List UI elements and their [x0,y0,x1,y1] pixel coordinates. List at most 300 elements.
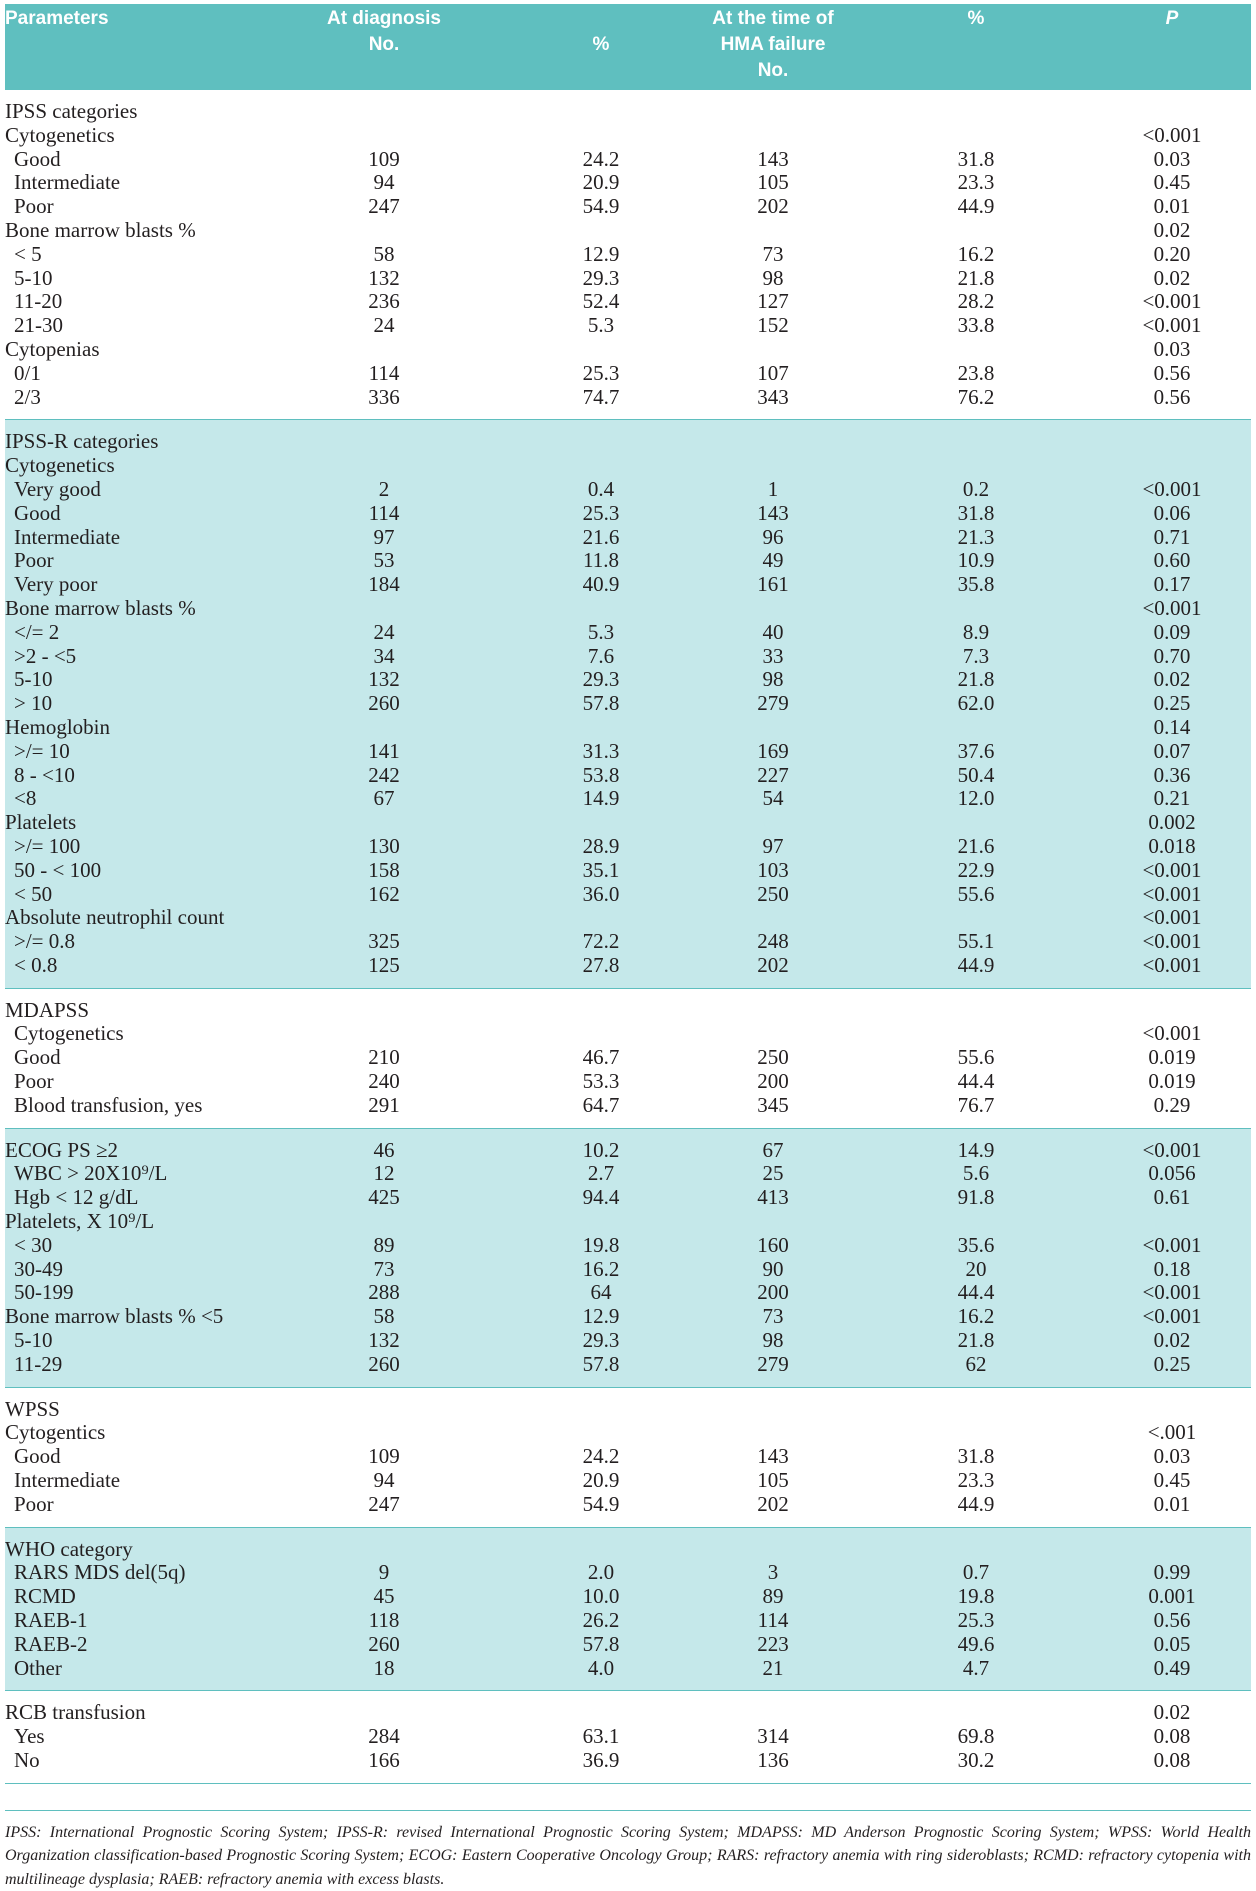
cell-hma-count: 96 [687,526,859,550]
footnote: IPSS: International Prognostic Scoring System; IPSS-R: revised International Prognostic Scoring System; MDAPSS: MD Anderson Prognostic Scoring System; WPSS: World Health Organization classification-based Prognostic Scoring System; ECOG: Eastern Cooperative Oncology Group; RARS: refractory anemia with ring sideroblasts; RCMD: refractory cytopenia with multilineage dysplasia; RAEB: refractory anemia with excess blasts. [5,1810,1251,1891]
cell-dx-percent: 74.7 [582,384,620,409]
table-row [5,338,1251,362]
cell-dx-percent: 21.6 [515,526,687,550]
cell-parameter: >/= 10 [5,740,253,764]
cell-hma-percent: 21.8 [859,668,1093,692]
header-percent-diagnosis: % [515,4,687,90]
cell-hma-count [687,454,859,478]
header-percent-hma: % [859,4,1093,90]
cell-hma-count: 49 [687,549,859,573]
table-section [5,1387,1251,1527]
cell-dx-percent: 12.9 [582,241,620,266]
cell-hma-count [687,716,859,740]
cell-p-value: 0.45 [1153,170,1191,195]
header-parameters: Parameters [5,4,253,90]
cell-hma-percent [859,1691,1093,1725]
cell-dx-percent: 7.6 [515,645,687,669]
cell-p-value: 0.29 [1153,1092,1191,1117]
cell-dx-count: 94 [373,1468,395,1493]
cell-dx-count: 291 [368,1092,400,1117]
cell-hma-count [687,1210,859,1234]
table-row [5,621,1251,645]
cell-hma-count: 98 [762,265,784,290]
cell-hma-percent: 21.8 [957,265,995,290]
section-spacer [5,978,1251,989]
cell-hma-count [687,338,859,362]
cell-parameter: Absolute neutrophil count [5,906,253,930]
spacer-cell [253,1773,515,1784]
cell-dx-percent: 2.7 [515,1162,687,1186]
cell-hma-percent [859,811,1093,835]
cell-hma-count: 169 [687,740,859,764]
cell-p-value: <.001 [1147,1420,1197,1445]
cell-hma-percent [859,1421,1093,1445]
cell-hma-count: 279 [687,692,859,716]
cell-hma-count [687,1387,859,1421]
cell-hma-count [687,988,859,1022]
cell-parameter: Hgb < 12 g/dL [5,1186,253,1210]
cell-hma-count [687,1022,859,1046]
cell-hma-percent: 23.3 [957,170,995,195]
cell-parameter: RAEB-2 [5,1633,253,1657]
cell-parameter: Intermediate [5,526,253,550]
cell-parameter: Very good [5,478,253,502]
cell-parameter: Yes [14,1724,45,1749]
cell-dx-percent: 94.4 [515,1186,687,1210]
cell-hma-percent: 31.8 [957,1444,995,1469]
spacer-cell [515,1377,687,1388]
spacer-cell [5,1680,253,1691]
cell-parameter: 2/3 [14,384,41,409]
cell-parameter: No [14,1748,40,1772]
cell-dx-count: 109 [368,1444,400,1469]
cell-hma-percent: 8.9 [859,621,1093,645]
cell-dx-count [253,338,515,362]
cell-dx-count [253,597,515,621]
cell-p-value: 0.08 [1153,1724,1191,1749]
cell-parameter: Good [14,1045,61,1070]
cell-p-value: <0.001 [1093,1305,1251,1329]
cell-dx-percent [515,1387,687,1421]
cell-parameter: Good [14,1444,61,1469]
spacer-cell [1093,978,1251,989]
cell-p-value: 0.03 [1153,336,1191,361]
cell-dx-percent: 5.3 [587,313,615,338]
cell-dx-count: 67 [253,787,515,811]
section-spacer [5,1377,1251,1388]
spacer-cell [515,1680,687,1691]
cell-dx-count [253,420,515,454]
cell-hma-percent: 19.8 [859,1585,1093,1609]
cell-hma-percent [859,219,1093,243]
cell-hma-count: 105 [757,170,789,195]
cell-hma-count: 223 [687,1633,859,1657]
table-row [5,716,1251,740]
cell-hma-count: 202 [757,1491,789,1516]
cell-hma-count: 200 [757,1069,789,1094]
cell-hma-count: 73 [762,241,784,266]
table-row [5,1162,1251,1186]
cell-p-value [1093,988,1251,1022]
table-row [5,1657,1251,1681]
table-row [5,148,1251,172]
cell-dx-percent: 4.0 [515,1657,687,1681]
spacer-cell [515,978,687,989]
spacer-cell [859,1118,1093,1129]
cell-p-value: 0.25 [1093,1353,1251,1377]
cell-dx-count: 260 [253,1633,515,1657]
cell-parameter: Bone marrow blasts % <5 [5,1305,253,1329]
cell-hma-count [687,90,859,124]
cell-p-value: <0.001 [1093,954,1251,978]
cell-p-value: <0.001 [1093,1234,1251,1258]
cell-parameter: Poor [5,549,253,573]
cell-hma-count: 200 [687,1281,859,1305]
cell-dx-count [253,1691,515,1725]
table-row [5,811,1251,835]
cell-dx-count: 240 [368,1069,400,1094]
table-row [5,787,1251,811]
cell-dx-count: 12 [253,1162,515,1186]
cell-dx-percent [515,597,687,621]
document [5,4,1251,1891]
cell-dx-percent: 10.2 [515,1128,687,1162]
spacer-cell [859,1517,1093,1528]
cell-hma-count: 25 [687,1162,859,1186]
cell-hma-percent: 35.6 [859,1234,1093,1258]
cell-dx-percent [515,988,687,1022]
table-row [5,1691,1251,1725]
cell-dx-percent: 40.9 [515,573,687,597]
cell-hma-percent: 76.2 [957,384,995,409]
cell-hma-percent: 91.8 [859,1186,1093,1210]
table-row [5,883,1251,907]
cell-dx-count: 288 [253,1281,515,1305]
cell-parameter: Cytogentics [5,1420,106,1445]
cell-parameter: >2 - <5 [5,645,253,669]
cell-dx-count: 425 [253,1186,515,1210]
cell-hma-percent: 5.6 [859,1162,1093,1186]
cell-hma-count: 97 [687,835,859,859]
cell-hma-percent: 44.9 [957,1491,995,1516]
cell-hma-percent: 31.8 [957,146,995,171]
cell-hma-percent: 0.7 [859,1561,1093,1585]
cell-p-value [1093,420,1251,454]
cell-p-value: 0.018 [1093,835,1251,859]
cell-dx-count: 260 [253,692,515,716]
cell-hma-count: 127 [757,289,789,314]
cell-dx-percent: 25.3 [515,502,687,526]
cell-p-value: 0.21 [1093,787,1251,811]
table-row [5,90,1251,124]
cell-dx-count: 94 [373,170,395,195]
cell-hma-count: 21 [687,1657,859,1681]
cell-hma-count: 105 [757,1468,789,1493]
cell-p-value: 0.56 [1153,360,1191,385]
cell-hma-percent: 35.8 [859,573,1093,597]
table-row [5,1094,1251,1118]
cell-parameter: <8 [5,787,253,811]
cell-hma-count: 143 [757,146,789,171]
cell-dx-count: 132 [253,668,515,692]
cell-dx-count [253,454,515,478]
cell-dx-percent [515,1022,687,1046]
cell-hma-count: 89 [687,1585,859,1609]
cell-p-value: <0.001 [1142,313,1202,338]
cell-hma-count: 67 [687,1128,859,1162]
cell-hma-count: 90 [687,1258,859,1282]
cell-parameter: 0/1 [14,360,41,385]
cell-dx-count: 97 [253,526,515,550]
cell-p-value: 0.05 [1093,1633,1251,1657]
cell-p-value: 0.56 [1153,384,1191,409]
table-row [5,290,1251,314]
table-row [5,219,1251,243]
cell-parameter: Cytogenetics [5,122,115,147]
cell-dx-percent: 11.8 [515,549,687,573]
cell-dx-percent: 29.3 [515,668,687,692]
table-row [5,1387,1251,1421]
table-row [5,171,1251,195]
cell-p-value: 0.01 [1153,1491,1191,1516]
cell-parameter: >/= 100 [5,835,253,859]
cell-p-value: 0.07 [1093,740,1251,764]
cell-dx-count [253,988,515,1022]
cell-parameter: < 30 [5,1234,253,1258]
spacer-cell [5,1377,253,1388]
table-row [5,645,1251,669]
cell-dx-percent: 53.8 [515,764,687,788]
cell-parameter: ECOG PS ≥2 [5,1128,253,1162]
cell-parameter: RAEB-1 [5,1609,253,1633]
spacer-cell [253,1118,515,1129]
cell-hma-count: 227 [687,764,859,788]
cell-hma-percent: 21.8 [859,1329,1093,1353]
section-spacer [5,1773,1251,1784]
table-section [5,1128,1251,1387]
table-row [5,420,1251,454]
cell-p-value: 0.14 [1093,716,1251,740]
cell-hma-count: 107 [757,360,789,385]
cell-dx-count: 24 [253,621,515,645]
cell-dx-percent: 52.4 [582,289,620,314]
cell-dx-count: 247 [368,1491,400,1516]
cell-parameter: Platelets [5,811,253,835]
cell-p-value: 0.019 [1148,1069,1196,1094]
table-row [5,549,1251,573]
spacer-cell [1093,409,1251,420]
table-section [5,1691,1251,1783]
cell-hma-count: 248 [687,930,859,954]
spacer-cell [859,978,1093,989]
table-row [5,835,1251,859]
cell-hma-percent: 22.9 [859,859,1093,883]
cell-dx-count: 210 [368,1045,400,1070]
cell-hma-percent [859,1210,1093,1234]
cell-parameter: RCB transfusion [5,1700,146,1725]
cell-dx-percent: 29.3 [515,1329,687,1353]
table-row [5,267,1251,291]
cell-p-value: 0.49 [1093,1657,1251,1681]
cell-p-value: 0.03 [1153,146,1191,171]
cell-dx-percent: 36.0 [515,883,687,907]
cell-dx-percent: 54.9 [582,1491,620,1516]
cell-parameter: Poor [14,1491,54,1516]
cell-dx-percent: 2.0 [515,1561,687,1585]
cell-hma-percent: 30.2 [957,1748,995,1772]
cell-parameter: </= 2 [5,621,253,645]
cell-parameter: Cytogenetics [14,1021,124,1046]
cell-hma-percent [859,1527,1093,1561]
cell-dx-count [253,811,515,835]
table-row [5,526,1251,550]
cell-dx-percent [515,219,687,243]
cell-parameter: < 50 [5,883,253,907]
cell-hma-percent: 62.0 [859,692,1093,716]
table-row [5,906,1251,930]
cell-p-value: <0.001 [1093,1128,1251,1162]
cell-parameter: 50 - < 100 [5,859,253,883]
cell-hma-percent: 28.2 [957,289,995,314]
spacer-cell [687,1118,859,1129]
cell-hma-percent: 44.4 [859,1281,1093,1305]
cell-dx-count: 114 [368,360,400,385]
cell-dx-percent [515,716,687,740]
cell-hma-count: 279 [687,1353,859,1377]
cell-p-value: 0.08 [1153,1748,1191,1772]
table-row [5,1633,1251,1657]
cell-dx-count: 45 [253,1585,515,1609]
cell-p-value: 0.17 [1093,573,1251,597]
section-spacer [5,409,1251,420]
cell-hma-percent: 37.6 [859,740,1093,764]
cell-hma-percent [859,454,1093,478]
spacer-cell [687,1377,859,1388]
cell-p-value: <0.001 [1093,1281,1251,1305]
table-row [5,1046,1251,1070]
cell-dx-percent [515,1421,687,1445]
cell-p-value [1093,1387,1251,1421]
spacer-cell [253,1377,515,1388]
spacer-cell [515,409,687,420]
spacer-cell [253,1517,515,1528]
cell-p-value [1093,454,1251,478]
cell-parameter: 11-20 [14,289,63,314]
cell-dx-count: 162 [253,883,515,907]
cell-dx-percent: 29.3 [582,265,620,290]
spacer-cell [687,978,859,989]
cell-parameter: 5-10 [5,668,253,692]
cell-dx-count: 158 [253,859,515,883]
cell-parameter: < 0.8 [5,954,253,978]
cell-parameter: >/= 0.8 [5,930,253,954]
cell-p-value: <0.001 [1142,289,1202,314]
cell-dx-percent [515,124,687,148]
cell-dx-count: 118 [253,1609,515,1633]
cell-dx-count: 325 [253,930,515,954]
cell-p-value: <0.001 [1142,122,1202,147]
table-row [5,573,1251,597]
table-row [5,386,1251,410]
table-row [5,668,1251,692]
table-row [5,692,1251,716]
cell-p-value: 0.71 [1093,526,1251,550]
cell-dx-count [253,1387,515,1421]
cell-p-value: 0.02 [1093,1329,1251,1353]
cell-dx-percent: 53.3 [582,1069,620,1094]
cell-dx-count: 242 [253,764,515,788]
cell-dx-percent [515,90,687,124]
table-row [5,954,1251,978]
cell-p-value: <0.001 [1093,478,1251,502]
cell-dx-percent: 27.8 [515,954,687,978]
table-row [5,1353,1251,1377]
table-row [5,764,1251,788]
cell-dx-percent: 54.9 [582,194,620,219]
cell-hma-percent: 16.2 [957,241,995,266]
cell-parameter: 21-30 [14,313,63,338]
header-p-value: P [1093,4,1251,90]
cell-hma-percent: 14.9 [859,1128,1093,1162]
cell-hma-count: 143 [757,1444,789,1469]
table-row [5,1022,1251,1046]
cell-hma-percent [859,988,1093,1022]
table-row [5,1469,1251,1493]
cell-parameter: Hemoglobin [5,716,253,740]
spacer-cell [253,409,515,420]
cell-hma-count: 413 [687,1186,859,1210]
table-section [5,90,1251,420]
table-row [5,362,1251,386]
table-row [5,1561,1251,1585]
cell-parameter: Good [14,146,61,171]
cell-dx-count: 34 [253,645,515,669]
table-row [5,1749,1251,1773]
cell-dx-count: 132 [253,1329,515,1353]
cell-p-value: <0.001 [1093,883,1251,907]
cell-hma-percent: 23.8 [957,360,995,385]
cell-dx-percent: 16.2 [515,1258,687,1282]
spacer-cell [253,978,515,989]
cell-parameter: WHO category [5,1527,253,1561]
cell-hma-count: 202 [757,194,789,219]
cell-dx-count: 184 [253,573,515,597]
table-row [5,597,1251,621]
cell-p-value: 0.06 [1093,502,1251,526]
cell-p-value: 0.002 [1093,811,1251,835]
spacer-cell [687,409,859,420]
cell-hma-count: 161 [687,573,859,597]
header-hma-failure: At the time of HMA failure No. [687,4,859,90]
cell-hma-percent [859,1022,1093,1046]
cell-hma-count: 1 [687,478,859,502]
table-row [5,1585,1251,1609]
cell-dx-percent: 20.9 [582,170,620,195]
header-at-diagnosis: At diagnosis No. [253,4,515,90]
cell-parameter: Poor [14,1069,54,1094]
cell-p-value: 0.001 [1093,1585,1251,1609]
cell-dx-count: 2 [253,478,515,502]
spacer-cell [1093,1118,1251,1129]
table-row [5,740,1251,764]
cell-hma-count: 343 [757,384,789,409]
cell-hma-count [687,597,859,621]
cell-hma-count: 98 [687,668,859,692]
spacer-cell [687,1773,859,1784]
table-row [5,1258,1251,1282]
cell-dx-count [253,1210,515,1234]
cell-p-value: 0.36 [1093,764,1251,788]
